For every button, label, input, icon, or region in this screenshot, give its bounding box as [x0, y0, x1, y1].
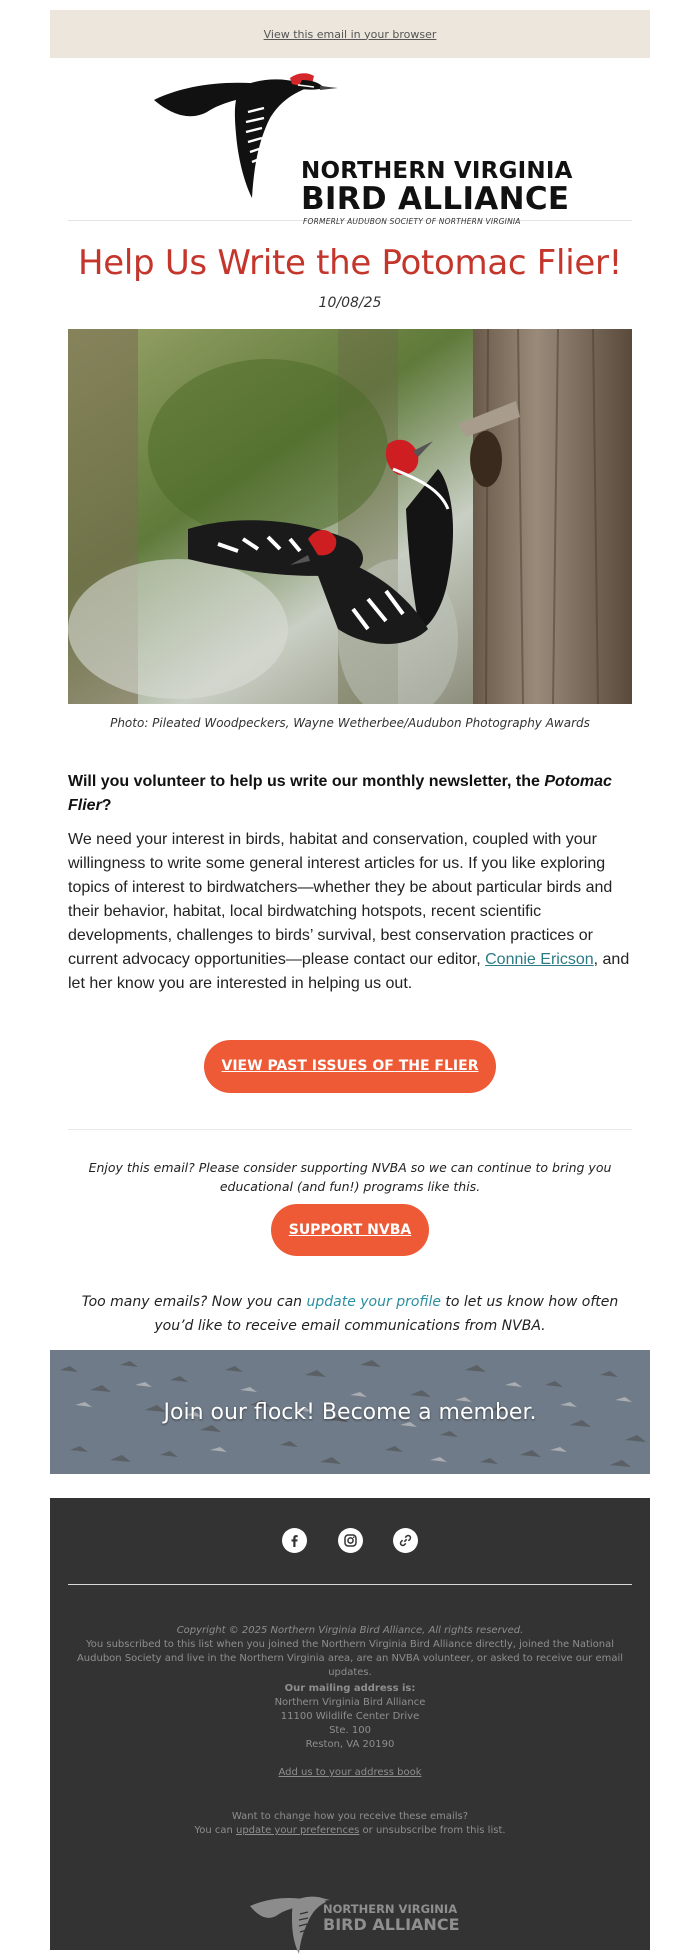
support-text: Enjoy this email? Please consider supporting NVBA so we can continue to bring you educational (and fun!) programs like this.: [88, 1160, 612, 1194]
view-in-browser-link[interactable]: View this email in your browser: [263, 27, 437, 41]
support-nvba-button[interactable]: SUPPORT NVBA: [271, 1204, 430, 1256]
copyright: Copyright © 2025 Northern Virginia Bird Alliance, All rights reserved.: [176, 1625, 524, 1636]
address-line-3: Ste. 100: [329, 1725, 371, 1736]
view-past-issues-button[interactable]: VIEW PAST ISSUES OF THE FLIER: [204, 1040, 497, 1093]
nvba-logo[interactable]: [50, 58, 650, 226]
lead-end: ?: [101, 797, 112, 814]
change-prefix: You can: [194, 1825, 236, 1836]
lead-text: Will you volunteer to help us write our monthly newsletter, the: [68, 773, 545, 790]
logo-line-2: BIRD ALLIANCE: [301, 181, 570, 217]
footer-logo-line-2: BIRD ALLIANCE: [323, 1915, 460, 1934]
subscription-notice: You subscribed to this list when you joined the Northern Virginia Bird Alliance directly, joined the National Audubon Society and live in the Northern Virginia area, are an NVBA volunteer, or asked to receive our email updates.: [76, 1639, 624, 1678]
article-date: 10/08/25: [318, 295, 382, 311]
mailing-address-heading: [50, 1682, 650, 1696]
membership-banner[interactable]: [50, 1350, 650, 1474]
change-suffix: or unsubscribe from this list.: [359, 1825, 506, 1836]
update-preferences-link[interactable]: update your preferences: [235, 1825, 360, 1836]
paragraph-text: We need your interest in birds, habitat and conservation, coupled with your willingness to write some general interest articles for us. If you like exploring topics of interest to birdwatchers—whether they be about particular birds and their behavior, habitat, local birdwatching hotspots, recent scientific developments, challenges to birds’ survival, best conservation practices or current advocacy opportunities—please contact our editor,: [68, 831, 613, 968]
social-links: [50, 1528, 650, 1553]
article-title: Help Us Write the Potomac Flier!: [78, 243, 622, 283]
address-line-2: 11100 Wildlife Center Drive: [280, 1711, 420, 1722]
banner-text: Join our flock! Become a member.: [163, 1399, 537, 1425]
logo-line-3: FORMERLY AUDUBON SOCIETY OF NORTHERN VIRGINIA: [303, 217, 521, 226]
mailing-heading: Our mailing address is:: [284, 1683, 416, 1694]
hero-photo: [68, 329, 632, 704]
footer-bird-icon: [250, 1892, 330, 1954]
editor-link[interactable]: Connie Ericson: [485, 951, 594, 968]
link-icon[interactable]: [393, 1528, 418, 1553]
newsletter-name: Potomac Flier: [68, 773, 612, 814]
email-footer: [50, 1498, 650, 1950]
woodpeckers-photo-image: [68, 329, 632, 704]
address-line-1: Northern Virginia Bird Alliance: [274, 1697, 426, 1708]
footer-logo-line-1: NORTHERN VIRGINIA: [323, 1902, 458, 1916]
photo-caption: Photo: Pileated Woodpeckers, Wayne Wetherbee/Audubon Photography Awards: [110, 716, 590, 730]
add-to-address-book-link[interactable]: Add us to your address book: [278, 1767, 422, 1778]
prefs-suffix: to let us know how often you’d like to receive email communications from NVBA.: [154, 1294, 619, 1334]
facebook-icon[interactable]: [282, 1528, 307, 1553]
lead-question: [68, 770, 632, 818]
email-preferences-text: [50, 1290, 650, 1338]
article-body: [50, 770, 650, 996]
divider: [68, 1129, 632, 1130]
preheader-bar: [50, 10, 650, 58]
email-container: [50, 10, 650, 1934]
copyright-text: [50, 1624, 650, 1638]
article-paragraph: [68, 828, 632, 996]
address-line-4: Reston, VA 20190: [305, 1739, 395, 1750]
update-profile-link[interactable]: update your profile: [306, 1294, 441, 1310]
footer-logo: [250, 1892, 460, 1959]
cta-row: [50, 1040, 650, 1093]
address-book-row: [50, 1766, 650, 1780]
change-question: Want to change how you receive these emails?: [231, 1811, 469, 1822]
preferences-row: [50, 1824, 650, 1838]
footer-divider: [68, 1584, 632, 1585]
support-row: [50, 1204, 650, 1256]
instagram-icon[interactable]: [338, 1528, 363, 1553]
paragraph-end: , and let her know you are interested in helping us out.: [68, 951, 630, 992]
prefs-prefix: Too many emails? Now you can: [81, 1294, 307, 1310]
logo-line-1: NORTHERN VIRGINIA: [301, 158, 573, 184]
